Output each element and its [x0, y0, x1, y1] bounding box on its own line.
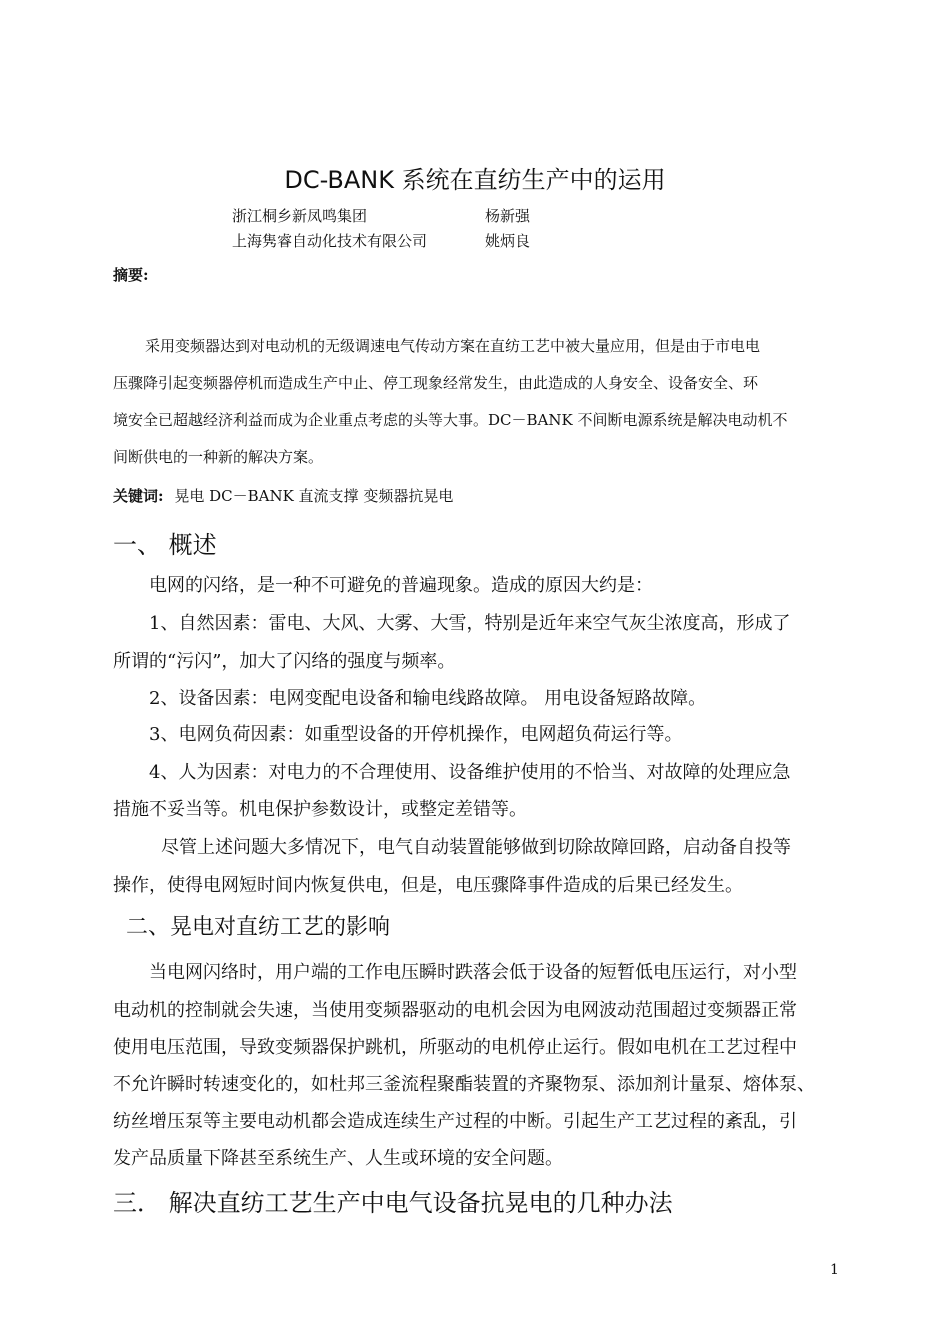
- section-2-line: 不允许瞬时转速变化的，如杜邦三釜流程聚酯装置的齐聚物泵、添加剂计量泵、熔体泵、: [113, 1074, 815, 1095]
- section-1-line: 尽管上述问题大多情况下，电气自动装置能够做到切除故障回路，启动备自投等: [161, 837, 791, 858]
- page-number: 1: [830, 1262, 839, 1278]
- keywords-text: 晃电 DC－BANK 直流支撑 变频器抗晃电: [174, 487, 454, 505]
- section-1-heading: 一、 概述: [113, 531, 217, 559]
- document-title: DC-BANK 系统在直纺生产中的运用: [284, 166, 666, 194]
- section-1-line: 4、人为因素：对电力的不合理使用、设备维护使用的不恰当、对故障的处理应急: [149, 762, 791, 783]
- section-2-heading: 二、晃电对直纺工艺的影响: [126, 915, 391, 940]
- section-2-line: 发产品质量下降甚至系统生产、人生或环境的安全问题。: [113, 1148, 563, 1169]
- author-name-2: 姚炳良: [485, 232, 531, 250]
- section-1-line: 所谓的“污闪”，加大了闪络的强度与频率。: [113, 651, 456, 672]
- keywords-label: 关键词:: [113, 487, 164, 505]
- author-name-1: 杨新强: [485, 207, 531, 225]
- section-1-line: 3、电网负荷因素：如重型设备的开停机操作，电网超负荷运行等。: [149, 724, 683, 745]
- section-2-line: 当电网闪络时，用户端的工作电压瞬时跌落会低于设备的短暂低电压运行，对小型: [149, 962, 797, 983]
- section-2-line: 纺丝增压泵等主要电动机都会造成连续生产过程的中断。引起生产工艺过程的紊乱，引: [113, 1111, 797, 1132]
- section-2-line: 使用电压范围，导致变频器保护跳机，所驱动的电机停止运行。假如电机在工艺过程中: [113, 1037, 797, 1058]
- abstract-label: 摘要:: [113, 266, 149, 284]
- abstract-line: 境安全已超越经济利益而成为企业重点考虑的头等大事。DC－BANK 不间断电源系统是解决电动机不: [113, 411, 788, 429]
- section-1-line: 操作，使得电网短时间内恢复供电，但是，电压骤降事件造成的后果已经发生。: [113, 875, 743, 896]
- section-2-line: 电动机的控制就会失速，当使用变频器驱动的电机会因为电网波动范围超过变频器正常: [113, 1000, 797, 1021]
- keywords-row: [113, 485, 453, 506]
- author-org-2: 上海隽睿自动化技术有限公司: [232, 232, 428, 250]
- author-org-1: 浙江桐乡新凤鸣集团: [232, 207, 368, 225]
- section-1-line: 电网的闪络，是一种不可避免的普遍现象。造成的原因大约是：: [149, 575, 653, 596]
- abstract-line: 间断供电的一种新的解决方案。: [113, 448, 324, 466]
- section-1-line: 措施不妥当等。机电保护参数设计，或整定差错等。: [113, 799, 527, 820]
- section-1-line: 1、自然因素：雷电、大风、大雾、大雪，特别是近年来空气灰尘浓度高，形成了: [149, 613, 791, 634]
- section-3-heading: 三． 解决直纺工艺生产中电气设备抗晃电的几种办法: [113, 1189, 673, 1217]
- section-1-line: 2、设备因素：电网变配电设备和输电线路故障。 用电设备短路故障。: [149, 688, 707, 709]
- abstract-line: 采用变频器达到对电动机的无级调速电气传动方案在直纺工艺中被大量应用，但是由于市电电: [145, 337, 761, 355]
- abstract-line: 压骤降引起变频器停机而造成生产中止、停工现象经常发生，由此造成的人身安全、设备安全、环: [113, 374, 759, 392]
